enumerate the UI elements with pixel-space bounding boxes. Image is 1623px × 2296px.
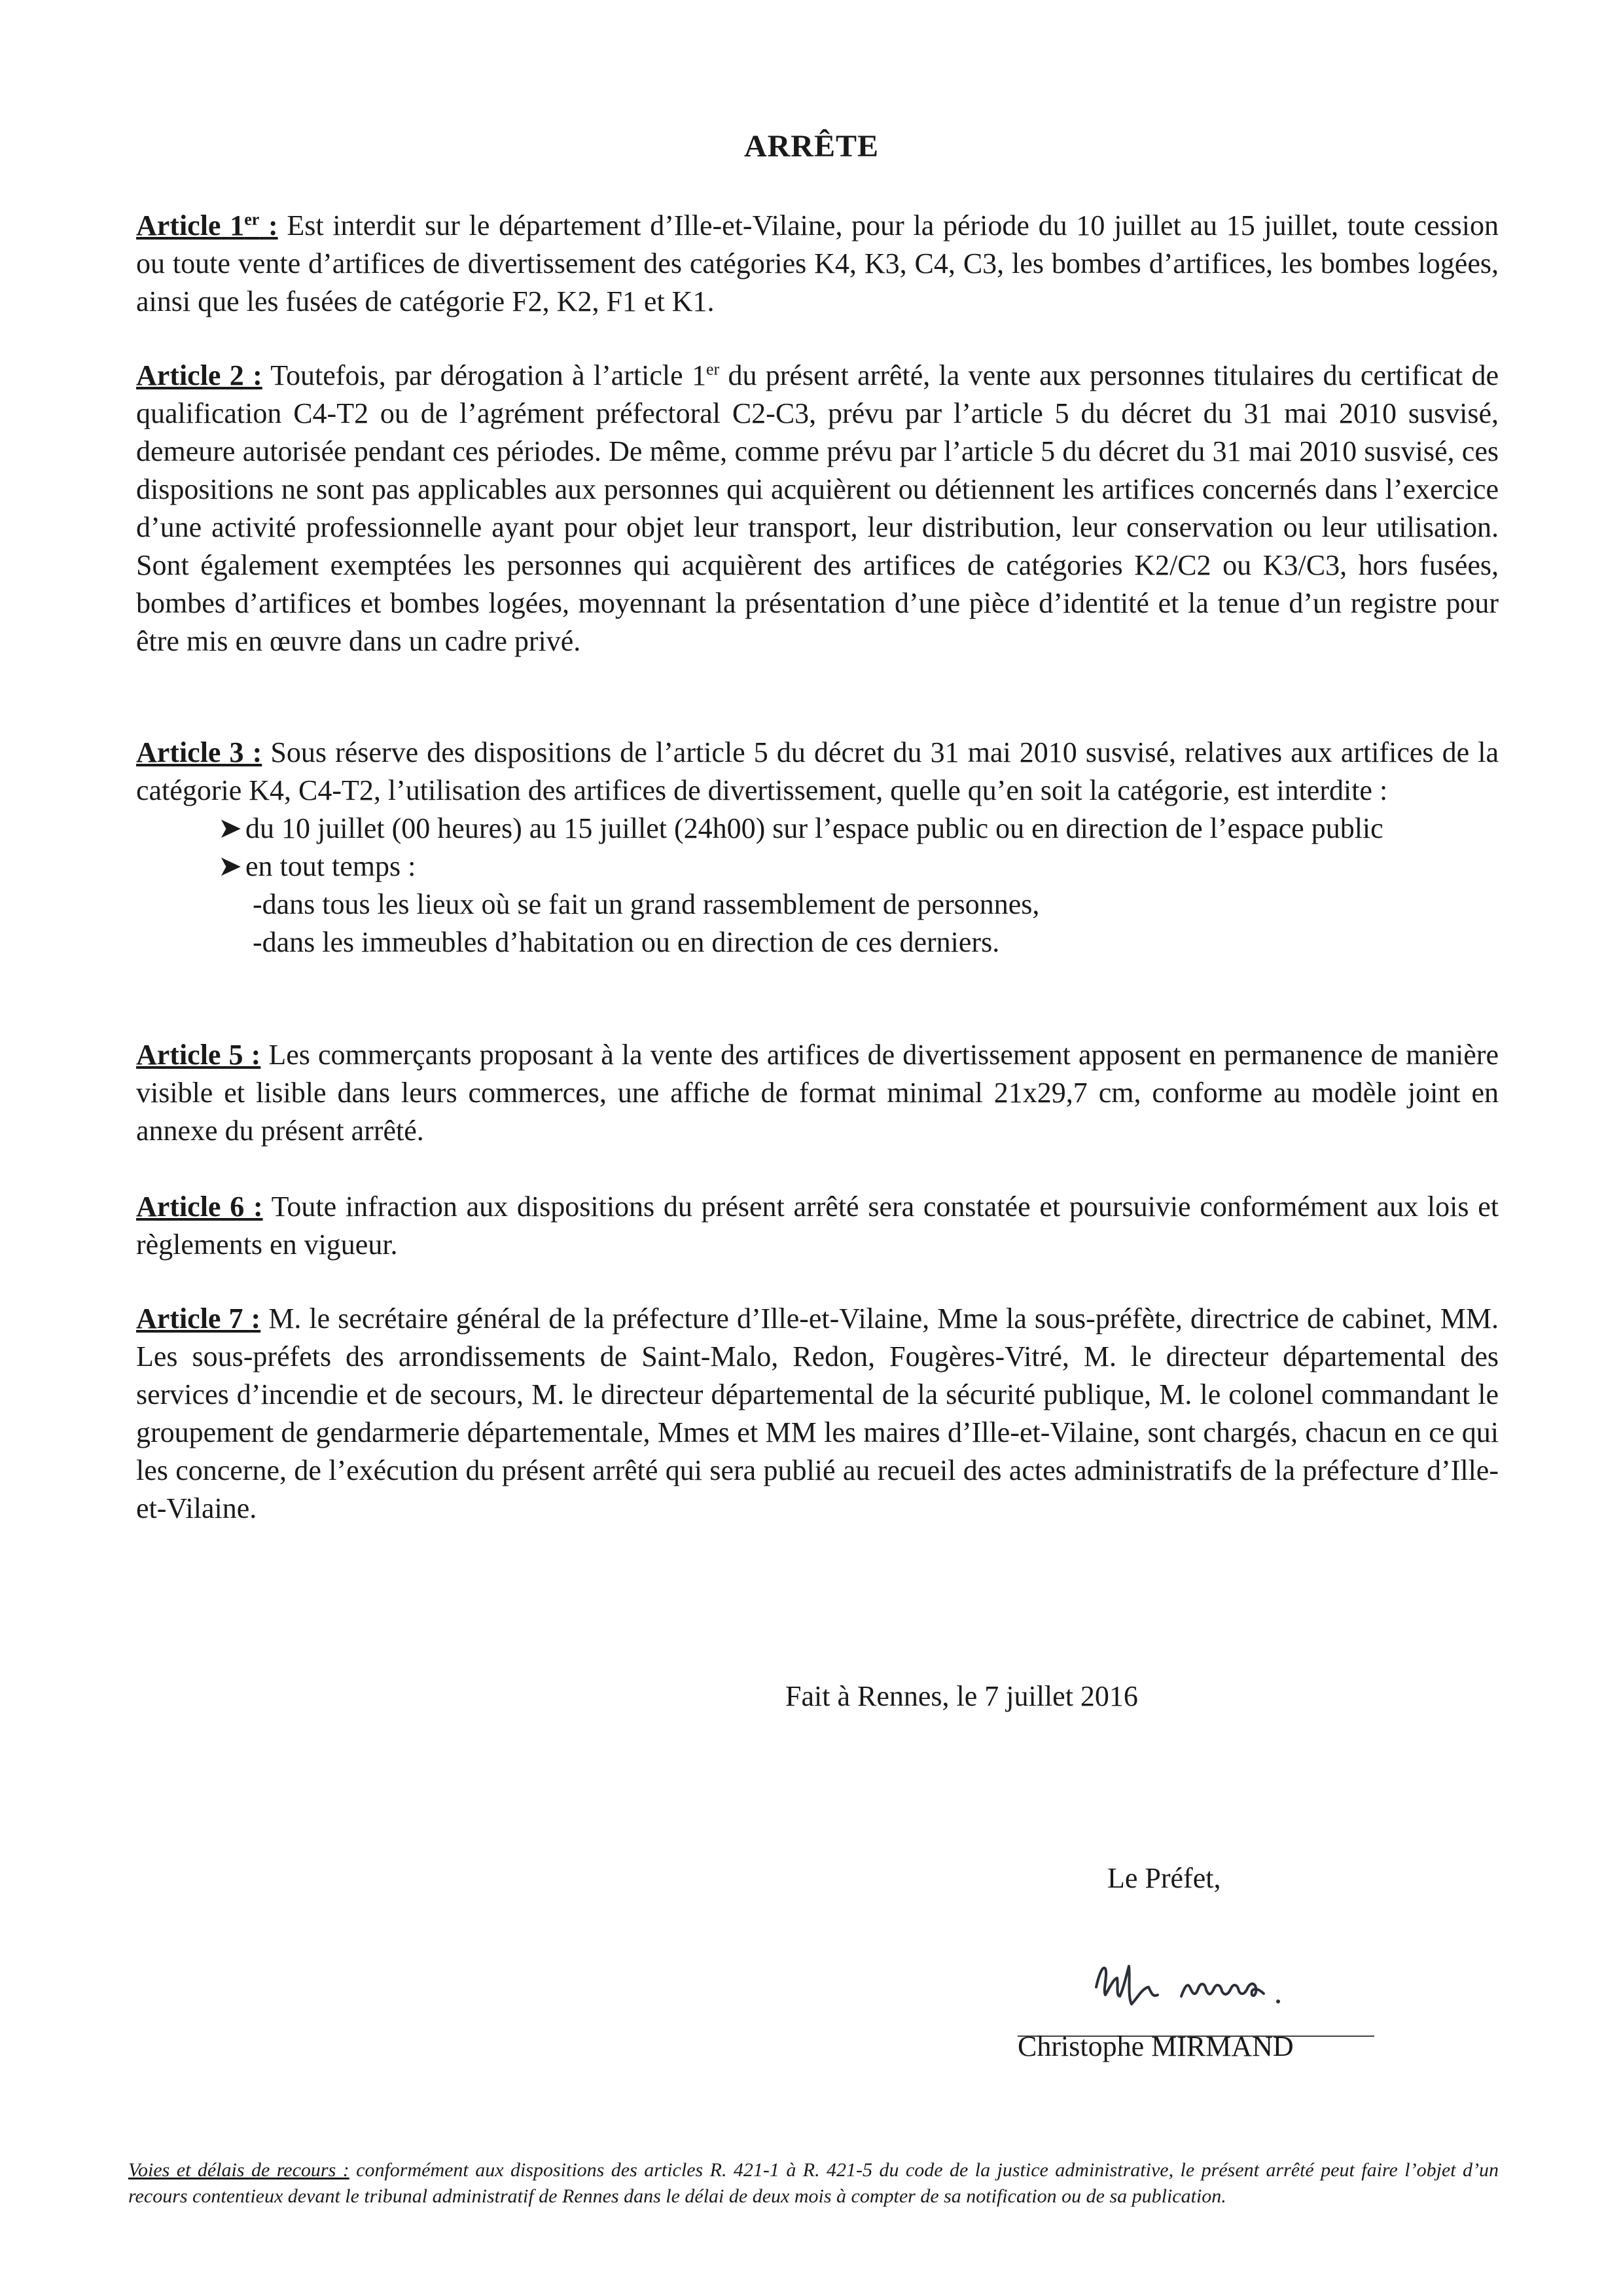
signatory-role: Le Préfet, xyxy=(1107,1862,1221,1894)
appeal-notice-text: conformément aux dispositions des articles R. 421-1 à R. 421-5 du code de la justice administrative, le présent arrêté peut faire l’objet d’un recours contentieux devant le tribunal administratif de Rennes dans le délai de deux mois à compter de sa notification ou de sa publication. xyxy=(128,2159,1499,2207)
article-6-text: Toute infraction aux dispositions du présent arrêté sera constatée et poursuivie conformément aux lois et règlements en vigueur. xyxy=(136,1191,1499,1261)
article-5-label: Article 5 : xyxy=(136,1039,261,1071)
place-and-date: Fait à Rennes, le 7 juillet 2016 xyxy=(785,1680,1138,1712)
article-3-sub-item: -dans tous les lieux où se fait un grand rassemblement de personnes, xyxy=(253,888,1040,920)
arrow-bullet-icon: ➤ xyxy=(218,850,242,882)
appeal-notice xyxy=(128,2157,1499,2210)
article-2 xyxy=(136,357,1499,660)
signatory-name: Christophe MIRMAND xyxy=(1018,2030,1294,2062)
article-7-text: M. le secrétaire général de la préfecture d’Ille-et-Vilaine, Mme la sous-préfète, directrice de cabinet, MM. Les sous-préfets des arrondissements de Saint-Malo, Redon, Fougères-Vitré, M. le directeur départemental des services d’incendie et de secours, M. le directeur départemental de la sécurité publique, M. le colonel commandant le groupement de gendarmerie départementale, Mmes et MM les maires d’Ille-et-Vilaine, sont chargés, chacun en ce qui les concerne, de l’exécution du présent arrêté qui sera publié au recueil des actes administratifs de la préfecture d’Ille-et-Vilaine. xyxy=(136,1302,1499,1524)
handwritten-signature xyxy=(1083,1949,1358,2021)
article-3-text: Sous réserve des dispositions de l’article 5 du décret du 31 mai 2010 susvisé, relatives aux artifices de la catégorie K4, C4-T2, l’utilisation des artifices de divertissement, quelle qu’en soit la catégorie, est interdite : xyxy=(136,736,1499,806)
article-5-text: Les commerçants proposant à la vente des artifices de divertissement apposent en permanence de manière visible et lisible dans leurs commerces, une affiche de format minimal 21x29,7 cm, conforme au modèle joint en annexe du présent arrêté. xyxy=(136,1039,1499,1147)
article-2-text: Toutefois, par dérogation à l’article 1er du présent arrêté, la vente aux personnes titulaires du certificat de qualification C4-T2 ou de l’agrément préfectoral C2-C3, prévu par l’article 5 du décret du 31 mai 2010 susvisé, demeure autorisée pendant ces périodes. De même, comme prévu par l’article 5 du décret du 31 mai 2010 susvisé, ces dispositions ne sont pas applicables aux personnes qui acquièrent ou détiennent les artifices concernés dans l’exercice d’une activité professionnelle ayant pour objet leur transport, leur distribution, leur conservation ou leur utilisation. Sont également exemptées les personnes qui acquièrent des artifices de catégories K2/C2 ou K3/C3, hors fusées, bombes d’artifices et bombes logées, moyennant la présentation d’une pièce d’identité et la tenue d’un registre pour être mis en œuvre dans un cadre privé. xyxy=(136,359,1499,657)
article-3 xyxy=(136,734,1499,961)
article-6-label: Article 6 : xyxy=(136,1191,263,1223)
arrow-bullet-icon: ➤ xyxy=(218,812,242,844)
article-1-label: Article 1er : xyxy=(136,209,278,242)
article-7-label: Article 7 : xyxy=(136,1302,261,1335)
appeal-notice-label: Voies et délais de recours : xyxy=(128,2159,349,2181)
document-title: ARRÊTE xyxy=(743,129,880,164)
article-6 xyxy=(136,1188,1499,1264)
article-1 xyxy=(136,207,1499,321)
article-3-label: Article 3 : xyxy=(136,736,262,768)
article-7 xyxy=(136,1300,1499,1528)
article-3-bullet: ➤ du 10 juillet (00 heures) au 15 juillet (24h00) sur l’espace public ou en direction de l’espace public xyxy=(218,810,1499,848)
article-1-text: Est interdit sur le département d’Ille-et-Vilaine, pour la période du 10 juillet au 15 juillet, toute cession ou toute vente d’artifices de divertissement des catégories K4, K3, C4, C3, les bombes d’artifices, les bombes logées, ainsi que les fusées de catégorie F2, K2, F1 et K1. xyxy=(136,209,1499,317)
article-3-bullet: ➤ en tout temps : xyxy=(218,848,1499,886)
article-5 xyxy=(136,1036,1499,1150)
article-3-sub-item: -dans les immeubles d’habitation ou en direction de ces derniers. xyxy=(253,926,1000,958)
article-2-label: Article 2 : xyxy=(136,359,262,391)
